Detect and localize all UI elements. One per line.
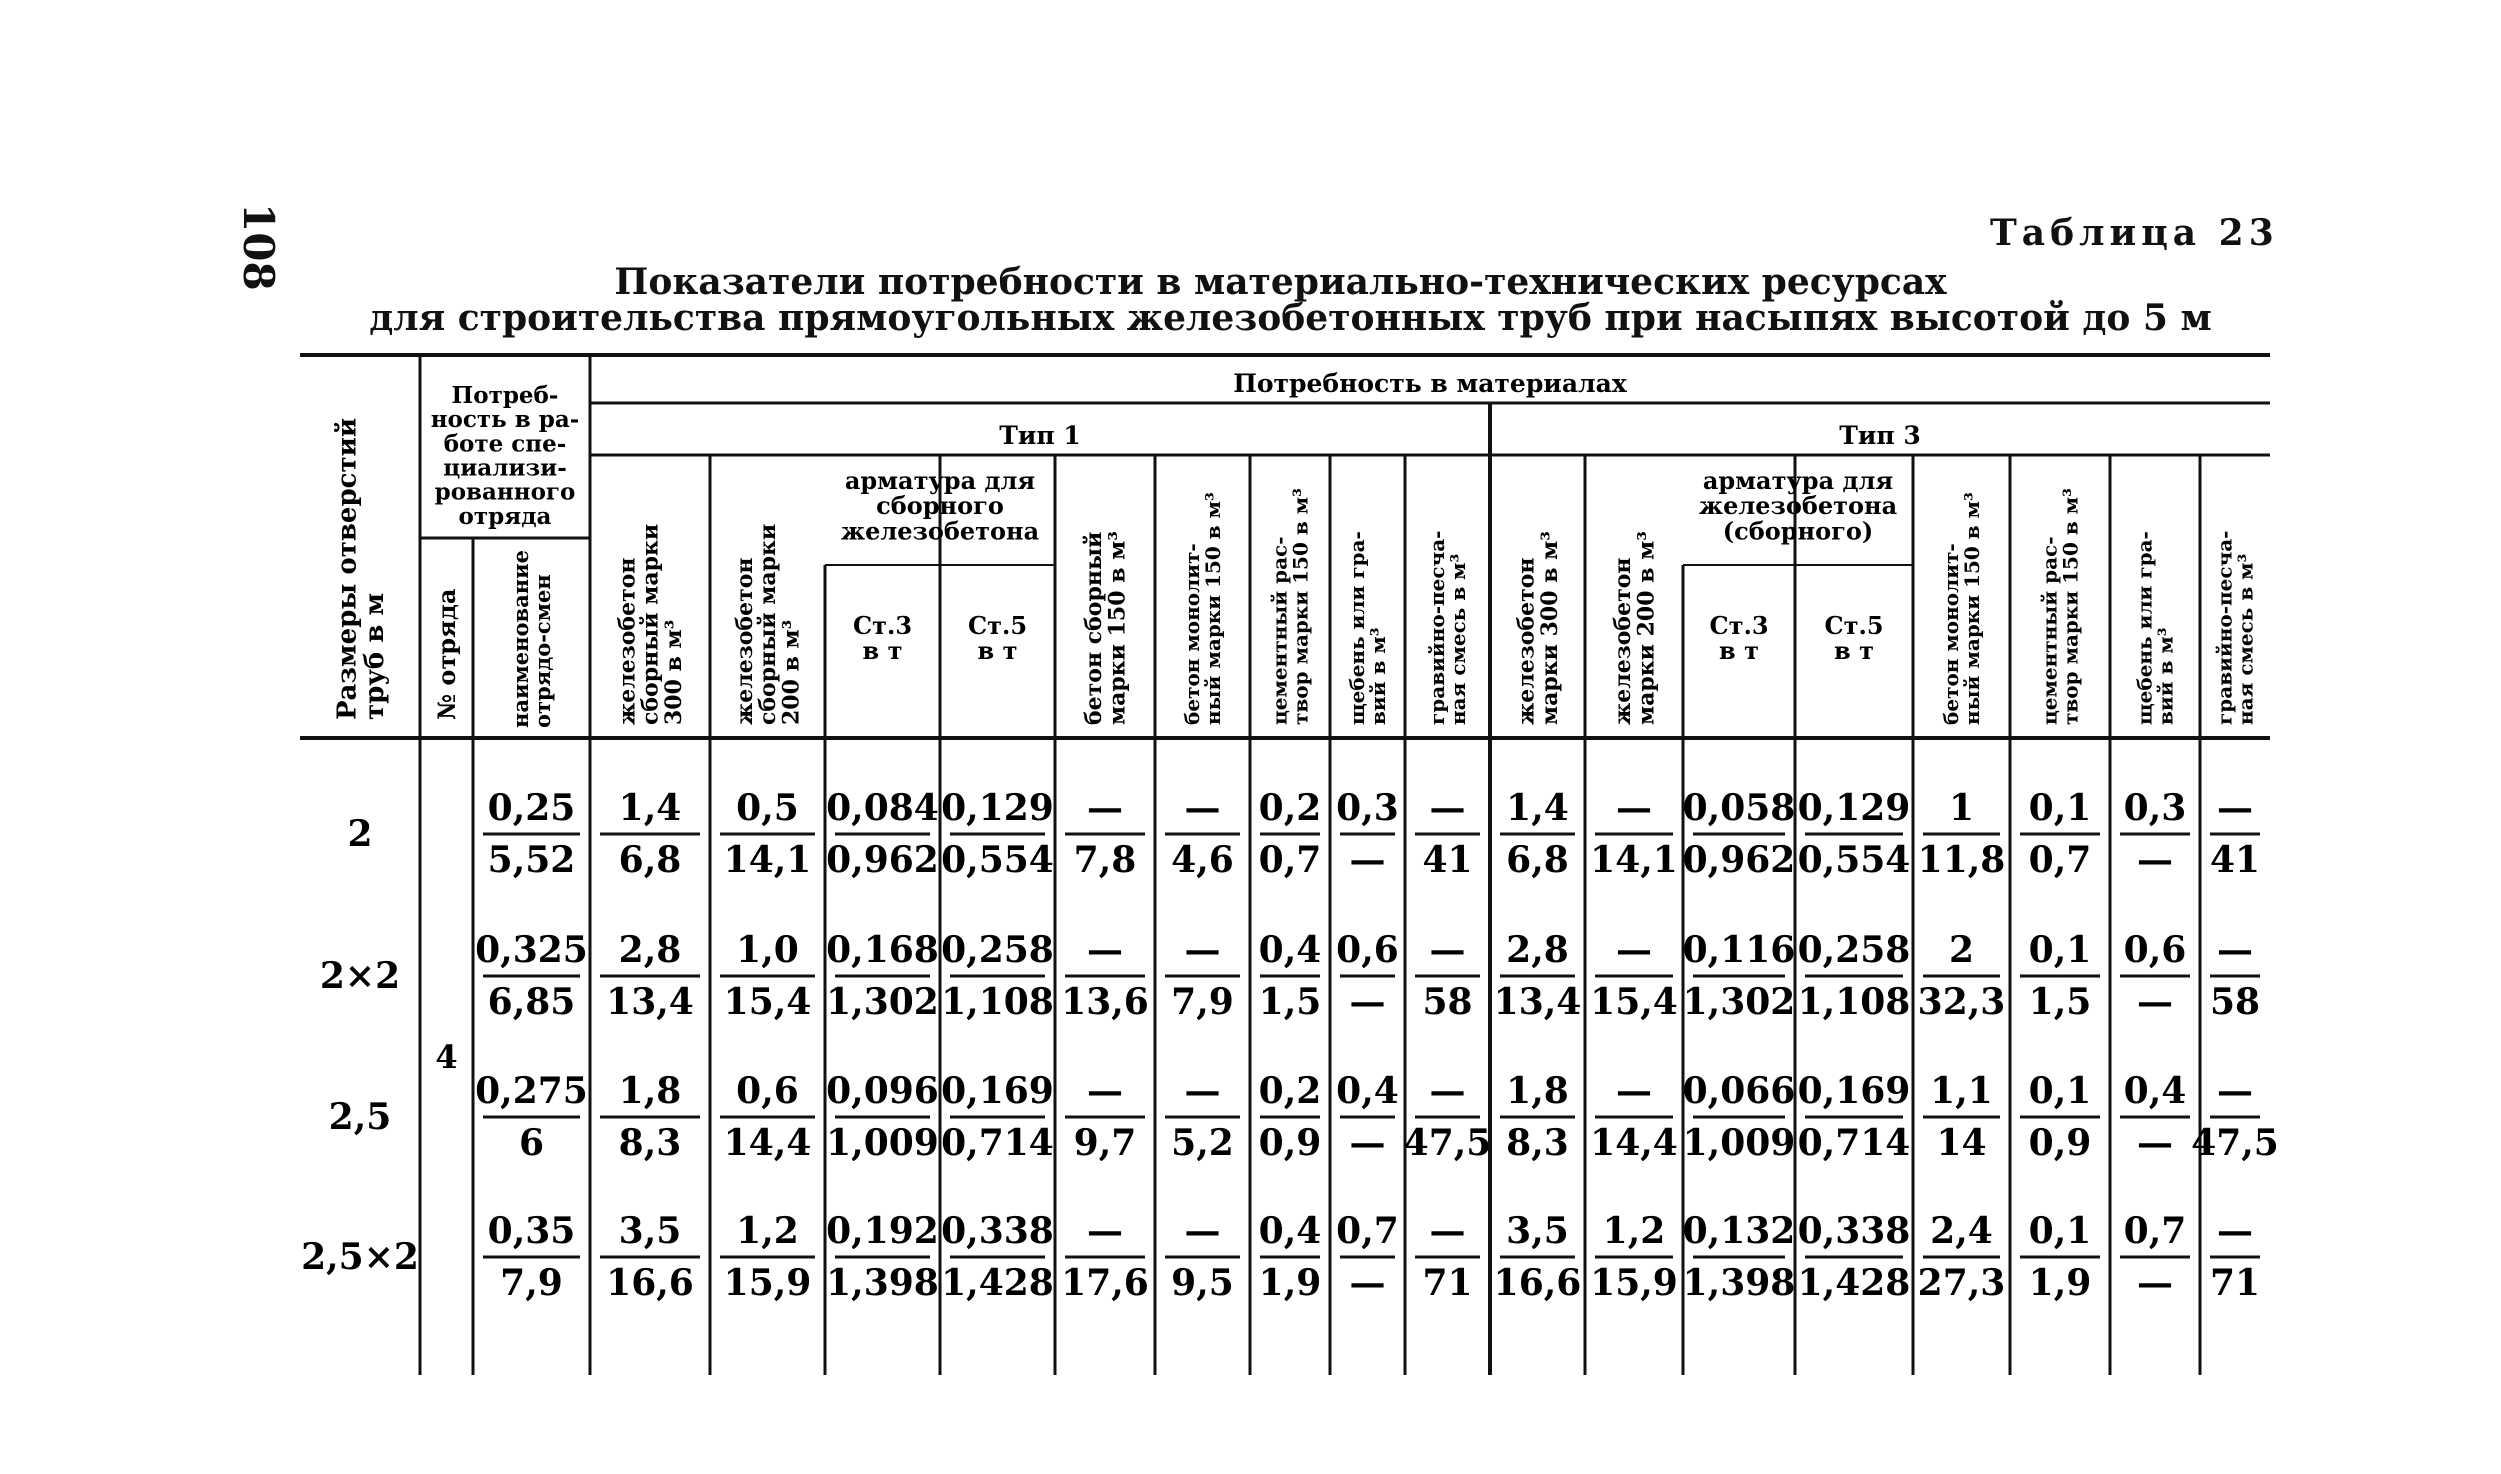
header-t3-c1-line-1: железобетон [1513,557,1540,725]
header-t3-c6-line-2: твор марки 150 в м³ [2058,488,2083,725]
header-t3-c8-line-1: гравийно-песча- [2212,530,2237,725]
header-t1-st5-line-1: Ст.5 [967,611,1028,640]
cell-numerator: 0,3 [2123,787,2187,829]
cell-denominator: 8,3 [618,1122,682,1164]
cell-numerator: — [1087,1070,1123,1112]
cell-numerator: 1,2 [1602,1210,1666,1252]
cell-denominator: — [1349,1122,1386,1164]
header-t1-c7-line-1: цементный рас- [1267,536,1292,725]
cell-numerator: — [1087,1210,1123,1252]
cell-numerator: 0,1 [2028,929,2092,971]
cell-numerator: 2,8 [618,929,682,971]
cell-numerator: 0,2 [1258,1070,1322,1112]
cell-denominator: 13,6 [1061,981,1149,1023]
cell-denominator: 1,302 [826,981,939,1023]
header-t1-c5-line-1: бетон сборный [1081,531,1108,725]
cell-numerator: 0,129 [941,787,1054,829]
cell-numerator: 0,6 [736,1070,799,1112]
header-t3-armature-line-3: (сборного) [1722,516,1874,546]
cell-denominator: — [1349,1262,1386,1304]
cell-numerator: 0,1 [2028,787,2092,829]
header-t1-c1-line-1: железобетон [614,557,641,725]
row-size: 2 [347,813,373,855]
cell-numerator: — [1429,787,1466,829]
cell-denominator: 71 [1422,1262,1473,1304]
cell-numerator: 1,2 [736,1210,799,1252]
cell-denominator: 9,5 [1171,1262,1234,1304]
cell-denominator: 58 [1422,981,1473,1023]
header-crew-no-line-1: № отряда [431,588,461,720]
header-t3-c2-line-1: железобетон [1610,557,1637,725]
table-title-line-2: для строительства прямоугольных железобетонных труб при насыпях высотой до 5 м [369,297,2212,339]
cell-numerator: — [1184,1070,1221,1112]
cell-numerator: — [1087,929,1123,971]
cell-denominator: 1,5 [2028,981,2092,1023]
cell-denominator: 1,108 [1797,981,1911,1023]
cell-denominator: 0,714 [941,1122,1054,1164]
cell-denominator: 0,554 [941,839,1054,881]
cell-denominator: 41 [1422,839,1473,881]
cell-denominator: 6,8 [1506,839,1569,881]
cell-denominator: 15,9 [723,1262,812,1304]
cell-denominator: — [1349,981,1386,1023]
cell-denominator: 0,554 [1797,839,1911,881]
cell-numerator: 0,169 [941,1070,1054,1112]
cell-numerator: 0,192 [826,1210,939,1252]
row-size: 2,5 [328,1096,392,1138]
cell-denominator: 6,85 [487,981,576,1023]
cell-numerator: 1,4 [618,787,682,829]
header-type1: Тип 1 [999,421,1081,450]
cell-denominator: 1,398 [1682,1262,1796,1304]
header-t1-c7-line-2: твор марки 150 в м³ [1288,488,1313,725]
header-t3-c5-line-2: ный марки 150 в м³ [1960,492,1984,725]
cell-denominator: 6,8 [618,839,682,881]
page-number: 108 [234,203,283,291]
header-crew-need-line-6: отряда [458,502,552,530]
header-t3-c1-line-2: марки 300 в м³ [1536,531,1563,725]
header-t3-c7-line-2: вий в м³ [2153,627,2178,725]
row-size: 2,5×2 [301,1236,419,1278]
cell-denominator: 6 [518,1122,545,1164]
cell-numerator: — [1616,787,1652,829]
cell-numerator: — [1429,1070,1466,1112]
cell-numerator: 1 [1948,787,1975,829]
header-t3-c5-line-1: бетон монолит- [1939,543,1963,725]
table-label: Таблица 23 [1990,212,2279,254]
cell-denominator: 1,009 [826,1122,939,1164]
cell-numerator: 0,6 [2123,929,2187,971]
row-size: 2×2 [319,955,401,997]
cell-denominator: 4,6 [1171,839,1234,881]
cell-numerator: 0,4 [1258,929,1322,971]
header-crew-need-line-4: циализи- [443,454,567,482]
header-size-line-1: Размеры отверстий [332,417,363,720]
cell-numerator: 0,1 [2028,1210,2092,1252]
cell-denominator: 58 [2209,981,2261,1023]
cell-denominator: 5,2 [1171,1122,1234,1164]
crew-number: 4 [435,1038,458,1076]
header-t3-c7-line-1: щебень или гра- [2132,531,2157,725]
cell-denominator: — [2137,839,2173,881]
cell-numerator: 0,4 [1258,1210,1322,1252]
cell-denominator: — [2137,1262,2173,1304]
cell-denominator: 8,3 [1506,1122,1569,1164]
cell-denominator: 0,962 [1682,839,1796,881]
cell-numerator: — [2217,1210,2253,1252]
header-t3-armature-line-1: арматура для [1702,466,1894,495]
cell-denominator: 1,428 [941,1262,1054,1304]
cell-denominator: 1,108 [941,981,1054,1023]
cell-numerator: 1,8 [618,1070,682,1112]
header-t3-c2-line-2: марки 200 в м³ [1633,531,1660,725]
cell-denominator: 1,428 [1797,1262,1911,1304]
cell-numerator: 0,35 [487,1210,576,1252]
cell-numerator: 2,4 [1930,1210,1993,1252]
cell-numerator: 1,8 [1506,1070,1569,1112]
header-t3-armature-line-2: железобетона [1698,491,1898,521]
cell-denominator: 14,1 [723,839,812,881]
header-t1-c6-line-1: бетон монолит- [1180,543,1204,725]
header-materials: Потребность в материалах [1233,369,1627,398]
header-crew-need-line-5: рованного [434,478,576,506]
cell-denominator: 11,8 [1917,839,2006,881]
cell-numerator: 0,6 [1336,929,1399,971]
header-t3-st5-line-1: Ст.5 [1824,611,1884,640]
header-t3-st3-line-1: Ст.3 [1709,611,1769,640]
cell-denominator: 16,6 [606,1262,694,1304]
cell-denominator: 0,9 [1258,1122,1322,1164]
cell-denominator: 1,5 [1258,981,1322,1023]
header-t3-st3-line-2: в т [1719,636,1759,666]
header-t1-c1-line-2: сборный марки [637,523,664,725]
cell-denominator: 14,4 [723,1122,812,1164]
header-crew-name-line-1: наименование [507,549,533,728]
cell-denominator: 47,5 [2191,1122,2279,1164]
header-crew-need-line-3: боте спе- [443,430,567,458]
cell-numerator: 0,275 [475,1070,588,1112]
cell-numerator: 3,5 [618,1210,682,1252]
cell-denominator: 32,3 [1917,981,2006,1023]
cell-numerator: 0,1 [2028,1070,2092,1112]
cell-numerator: — [2217,929,2253,971]
cell-denominator: 1,302 [1682,981,1796,1023]
header-t1-c9-line-1: гравийно-песча- [1425,530,1449,725]
cell-denominator: 1,009 [1682,1122,1796,1164]
cell-denominator: 0,714 [1797,1122,1911,1164]
cell-numerator: 0,066 [1682,1070,1796,1112]
header-t1-armature-line-2: сборного [876,491,1004,521]
cell-denominator: 0,7 [1258,839,1322,881]
cell-denominator: 14,1 [1590,839,1678,881]
header-crew-need-line-1: Потреб- [451,382,559,409]
cell-numerator: — [2217,787,2253,829]
cell-denominator: 0,7 [2028,839,2092,881]
cell-denominator: 17,6 [1061,1262,1149,1304]
cell-numerator: 0,116 [1682,929,1796,971]
header-crew-need-line-2: ность в ра- [430,406,580,434]
cell-denominator: 0,962 [826,839,939,881]
cell-numerator: 0,129 [1797,787,1911,829]
cell-denominator: 7,9 [500,1262,563,1304]
cell-denominator: 71 [2209,1262,2261,1304]
cell-denominator: 41 [2209,839,2261,881]
cell-numerator: — [1429,929,1466,971]
cell-denominator: 7,8 [1073,839,1137,881]
cell-denominator: 15,4 [1590,981,1678,1023]
header-t1-c1-line-3: 300 в м³ [660,619,687,725]
cell-denominator: 1,9 [1258,1262,1322,1304]
cell-denominator: 5,52 [487,839,576,881]
cell-numerator: 0,5 [736,787,799,829]
header-t1-c2-line-3: 200 в м³ [778,619,805,725]
cell-denominator: 16,6 [1493,1262,1582,1304]
header-t1-st3-line-1: Ст.3 [852,611,913,640]
cell-numerator: 1,0 [736,929,799,971]
cell-denominator: — [2137,1122,2173,1164]
cell-denominator: 1,398 [826,1262,939,1304]
cell-denominator: 47,5 [1403,1122,1492,1164]
cell-denominator: 0,9 [2028,1122,2092,1164]
cell-numerator: 0,4 [1336,1070,1399,1112]
cell-numerator: 0,338 [941,1210,1054,1252]
cell-numerator: 0,169 [1797,1070,1911,1112]
cell-numerator: 0,096 [826,1070,939,1112]
cell-numerator: 2 [1948,929,1975,971]
cell-numerator: 0,338 [1797,1210,1911,1252]
cell-numerator: — [1616,1070,1652,1112]
cell-denominator: 9,7 [1073,1122,1137,1164]
header-t3-c8-line-2: ная смесь в м³ [2233,553,2258,725]
header-t1-c9-line-2: ная смесь в м³ [1446,553,1470,725]
header-t1-c2-line-1: железобетон [732,557,759,725]
cell-numerator: 0,4 [2123,1070,2187,1112]
cell-numerator: — [1087,787,1123,829]
cell-denominator: 27,3 [1917,1262,2006,1304]
cell-numerator: 0,25 [487,787,576,829]
cell-numerator: 0,325 [475,929,588,971]
cell-numerator: 0,084 [826,787,939,829]
cell-numerator: — [1184,1210,1221,1252]
cell-numerator: 0,7 [2123,1210,2187,1252]
cell-numerator: 0,2 [1258,787,1322,829]
cell-numerator: — [1429,1210,1466,1252]
cell-numerator: 0,258 [941,929,1054,971]
cell-denominator: 15,4 [723,981,812,1023]
cell-denominator: 14,4 [1590,1122,1678,1164]
cell-numerator: 1,1 [1930,1070,1993,1112]
cell-numerator: 3,5 [1506,1210,1569,1252]
cell-numerator: 1,4 [1506,787,1569,829]
cell-denominator: 13,4 [606,981,694,1023]
cell-numerator: — [1184,929,1221,971]
cell-numerator: 0,132 [1682,1210,1796,1252]
header-t1-armature-line-1: арматура для [844,466,1036,495]
cell-denominator: 14 [1936,1122,1987,1164]
cell-numerator: 2,8 [1506,929,1569,971]
header-t1-c5-line-2: марки 150 в м³ [1104,531,1131,725]
header-t1-armature-line-3: железобетона [840,516,1040,546]
cell-denominator: 7,9 [1171,981,1234,1023]
cell-numerator: 0,7 [1336,1210,1399,1252]
header-t3-c6-line-1: цементный рас- [2037,536,2062,725]
cell-numerator: 0,058 [1682,787,1796,829]
cell-numerator: 0,258 [1797,929,1911,971]
cell-numerator: — [2217,1070,2253,1112]
header-type3: Тип 3 [1839,421,1921,450]
table-title-line-1: Показатели потребности в материально-технических ресурсах [614,261,1947,303]
cell-denominator: — [1349,839,1386,881]
header-t1-c6-line-2: ный марки 150 в м³ [1201,492,1225,725]
header-t1-c2-line-2: сборный марки [755,523,782,725]
cell-denominator: 1,9 [2028,1262,2092,1304]
cell-numerator: — [1616,929,1652,971]
header-crew-name-line-2: отрядо-смен [529,574,555,728]
cell-denominator: 13,4 [1493,981,1582,1023]
cell-denominator: 15,9 [1590,1262,1678,1304]
header-t1-c8-line-1: щебень или гра- [1345,531,1369,725]
header-t3-st5-line-2: в т [1834,636,1874,666]
cell-numerator: — [1184,787,1221,829]
header-t1-st3-line-2: в т [862,636,903,666]
cell-numerator: 0,168 [826,929,939,971]
cell-numerator: 0,3 [1336,787,1399,829]
cell-denominator: — [2137,981,2173,1023]
header-size-line-2: труб в м [359,592,390,720]
header-t1-st5-line-2: в т [977,636,1018,666]
header-t1-c8-line-2: вий в м³ [1366,627,1390,725]
